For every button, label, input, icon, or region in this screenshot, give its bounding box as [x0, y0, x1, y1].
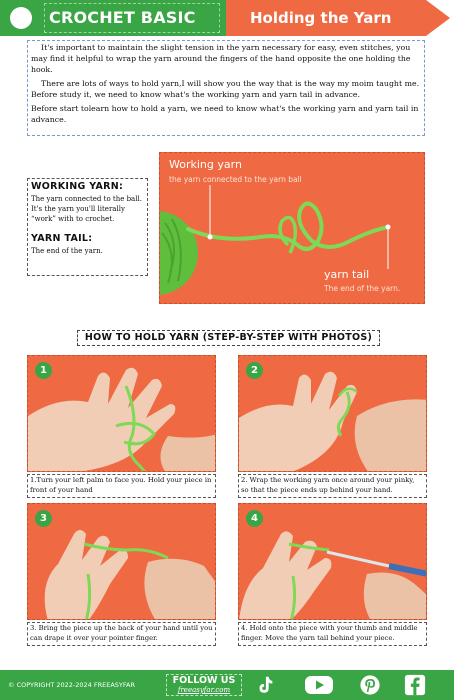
step-2-caption: 2. Wrap the working yarn once around your pinky, so that the piece ends up behind your hand.: [238, 474, 427, 498]
page-title: CROCHET BASIC: [44, 3, 220, 33]
step-2-badge: 2: [246, 362, 263, 379]
intro-text-box: [27, 40, 425, 136]
header-arrow: [426, 0, 450, 36]
step-3-caption: 3. Bring the piece up the back of your hand until you can drape it over your pointer finger.: [27, 622, 216, 646]
definitions-box: [27, 178, 148, 276]
website-link[interactable]: freeasyfar.com: [177, 686, 231, 694]
copyright-text: © COPYRIGHT 2022-2024 FREEASYFAR: [8, 681, 135, 689]
step-4-badge: 4: [246, 510, 263, 527]
section-heading: HOW TO HOLD YARN (STEP-BY-STEP WITH PHOTOS): [77, 330, 380, 346]
page-subtitle: Holding the Yarn: [250, 9, 392, 27]
yarn-illustration: [159, 152, 425, 304]
page-footer: [0, 670, 454, 700]
yarn-tail-label: yarn tail: [324, 268, 370, 281]
pinterest-icon[interactable]: [359, 674, 381, 696]
working-yarn-heading: WORKING YARN:: [31, 181, 124, 192]
follow-us-box: [166, 674, 242, 696]
intro-paragraph-3: Before start tolearn how to hold a yarn, we need to know what's the working yarn and yarn tail in advance.: [31, 104, 419, 124]
youtube-icon[interactable]: [304, 674, 334, 696]
step-1-badge: 1: [35, 362, 52, 379]
step-1-photo: [27, 355, 216, 472]
facebook-icon[interactable]: [404, 674, 426, 696]
step-3-badge: 3: [35, 510, 52, 527]
intro-paragraph-2: There are lots of ways to hold yarn,I will show you the way that is the way my moim taught me. Before study it, we need to know what's the working yarn and yarn tail in advance.: [31, 79, 420, 99]
working-yarn-label: Working yarn: [169, 158, 242, 171]
step-2-photo: [238, 355, 427, 472]
follow-us-label: FOLLOW US: [172, 675, 236, 686]
working-yarn-sublabel: the yarn connected to the yarn ball: [169, 175, 302, 184]
working-yarn-text: The yarn connected to the ball. It's the yarn you'll literally “work” with to crochet.: [31, 195, 142, 223]
step-1-caption: 1.Turn your left palm to face you. Hold your piece in front of your hand: [27, 474, 216, 498]
yarn-tail-text: The end of the yarn.: [31, 247, 103, 255]
circle-icon: [10, 7, 32, 29]
intro-paragraph-1: It's important to maintain the slight tension in the yarn necessary for easy, even stitches, you may find it helpful to wrap the yarn around the fingers of the hand opposite the one holding the hook.: [31, 43, 411, 74]
step-4-photo: [238, 503, 427, 620]
step-3-photo: [27, 503, 216, 620]
step-4-caption: 4. Hold onto the piece with your thumb and middle finger. Move the yarn tail behind your piece.: [238, 622, 427, 646]
page-header: [0, 0, 454, 36]
yarn-tail-heading: YARN TAIL:: [31, 233, 93, 244]
tiktok-icon[interactable]: [254, 674, 276, 696]
yarn-tail-sublabel: The end of the yarn.: [324, 284, 401, 293]
